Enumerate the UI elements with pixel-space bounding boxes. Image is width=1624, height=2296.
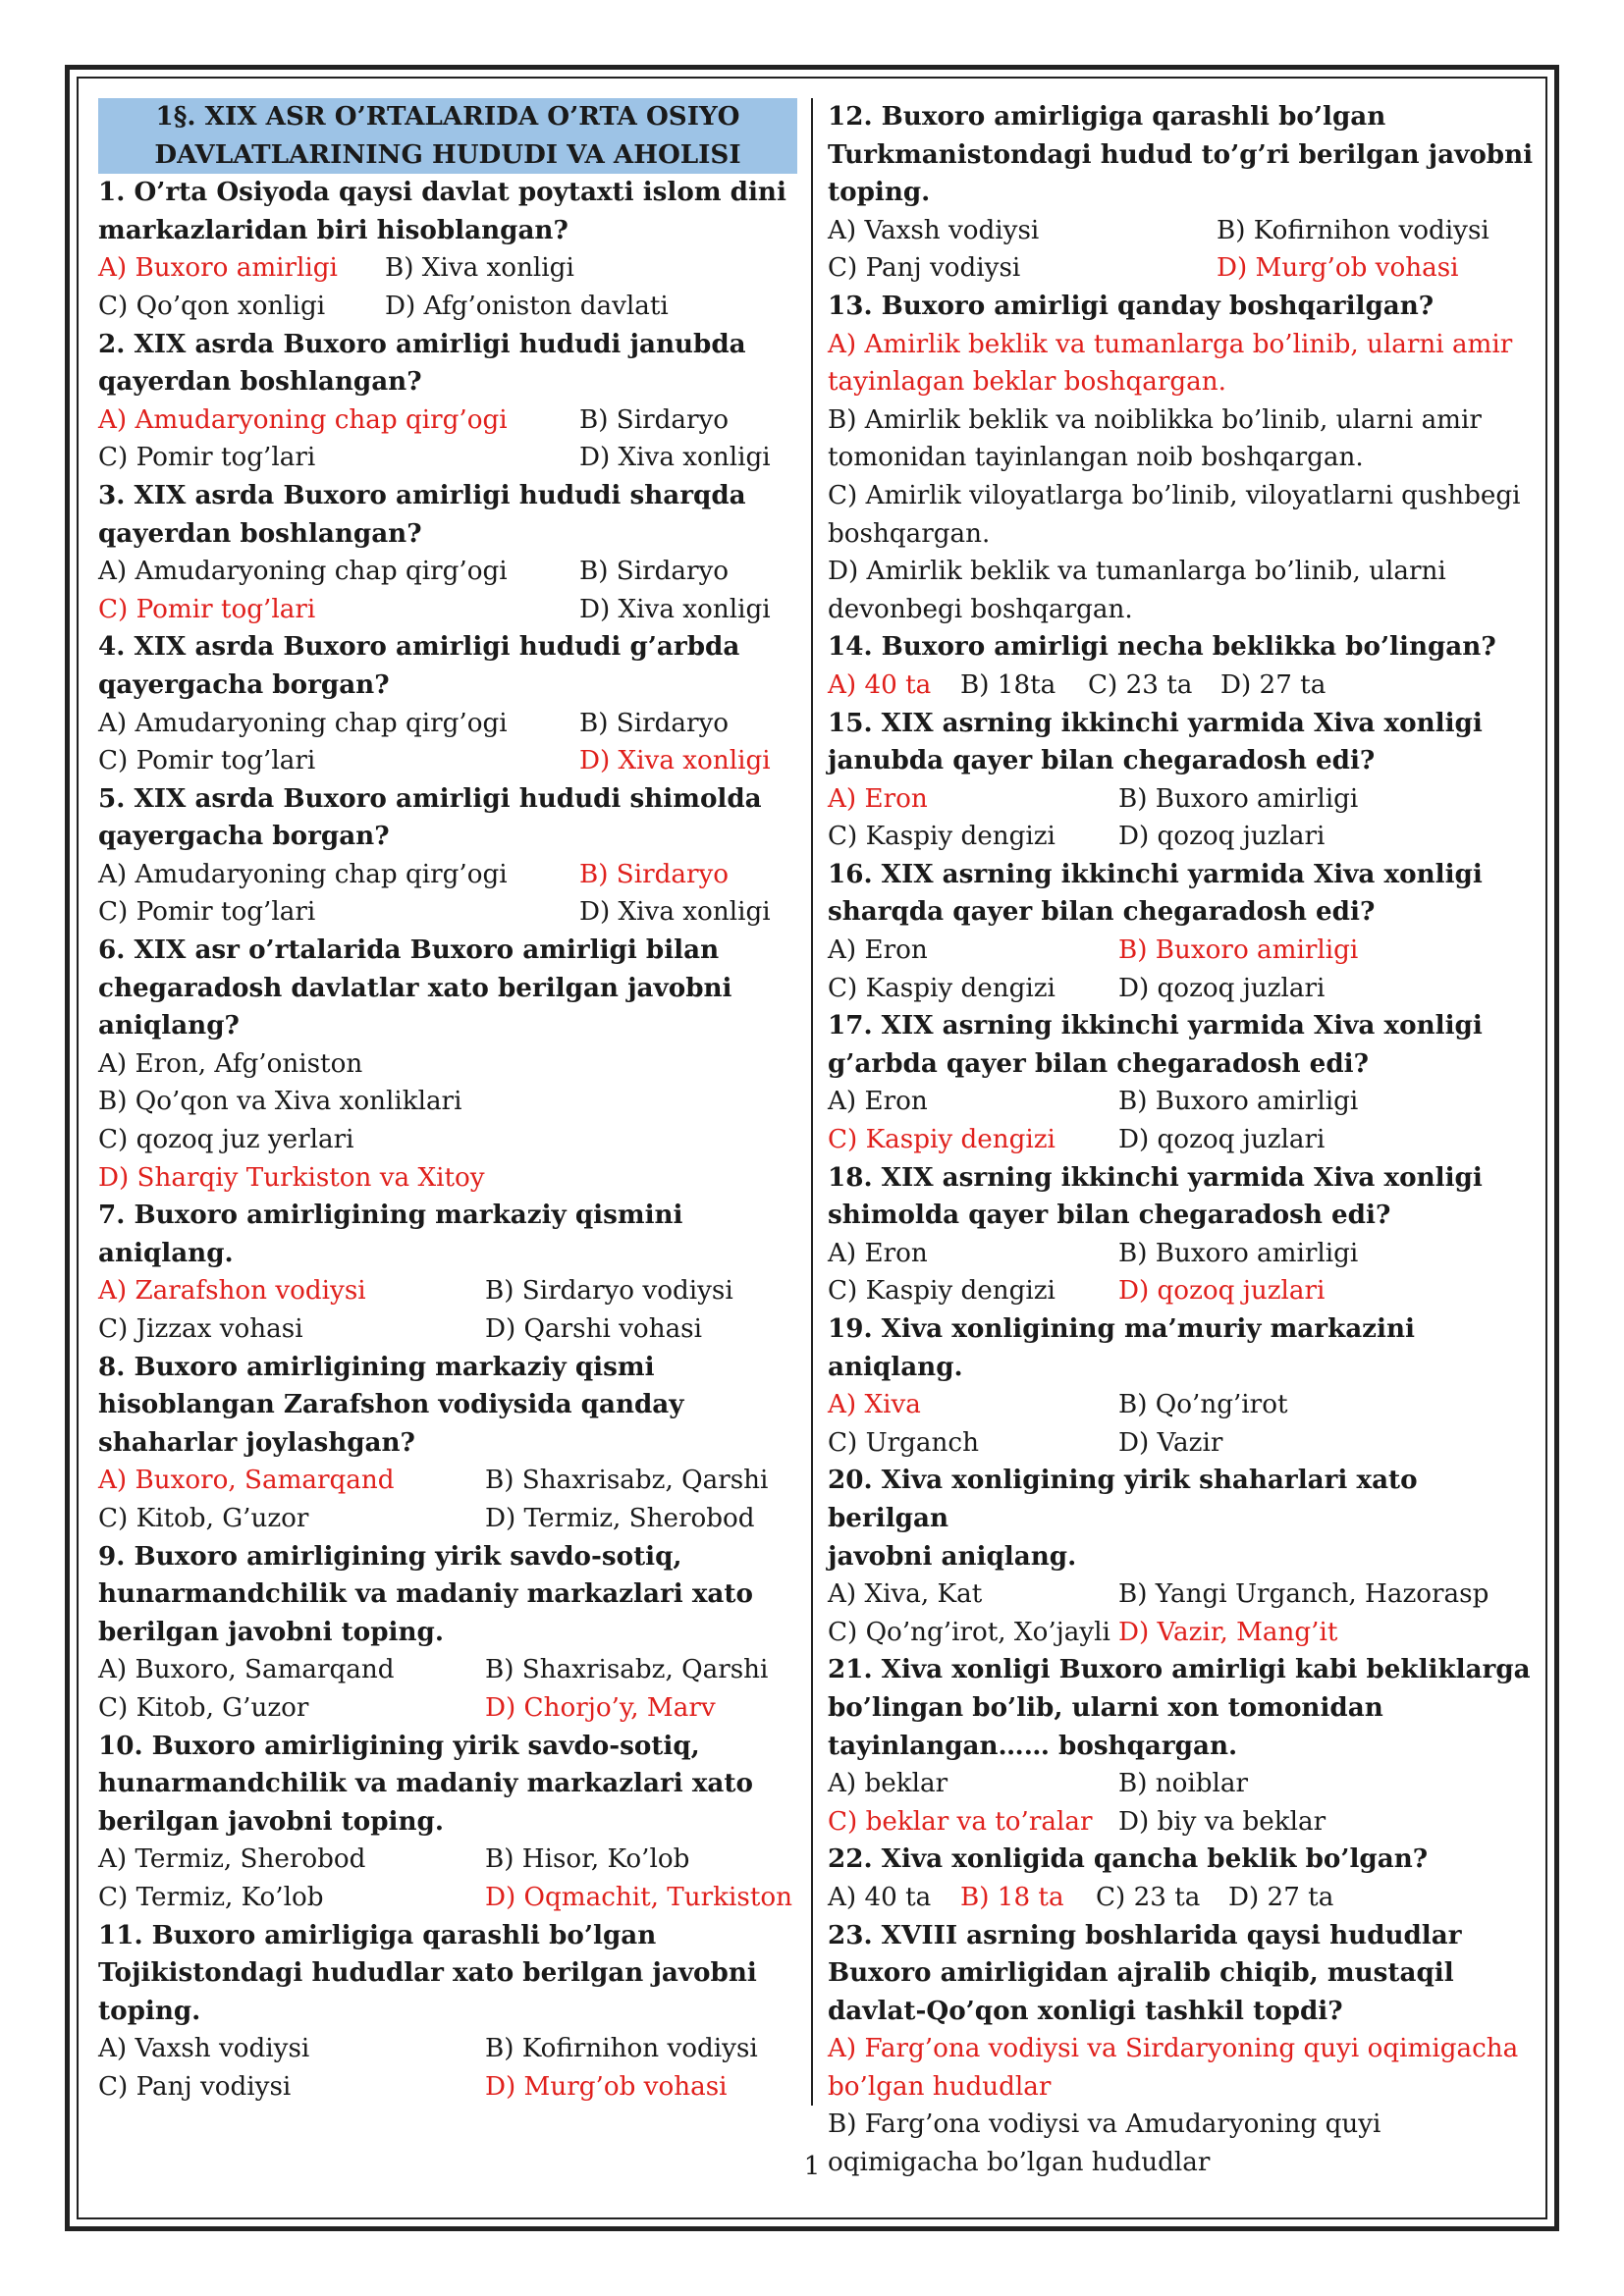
question-line: 1. O’rta Osiyoda qaysi davlat poytaxti islom dini	[98, 177, 786, 208]
question-line: 8. Buxoro amirligining markaziy qismi	[98, 1351, 655, 1382]
answer-row	[98, 401, 797, 440]
answer-a: A) Vaxsh vodiysi	[98, 2034, 310, 2064]
header-line-2: DAVLATLARINING HUDUDI VA AHOLISI	[154, 138, 741, 170]
question-line: 21. Xiva xonligi Buxoro amirligi kabi bekliklarga	[828, 1654, 1531, 1685]
right-column	[828, 98, 1539, 2182]
answer-row	[98, 2030, 797, 2068]
answer-row	[828, 818, 1539, 856]
answer-c-correct: C) beklar va to’ralar	[828, 1806, 1093, 1837]
answer-row	[98, 705, 797, 743]
answer-row	[828, 780, 1539, 819]
answer-b-correct: B) 18 ta	[960, 1882, 1064, 1912]
answer-row	[828, 667, 1539, 705]
question-line: 4. XIX asrda Buxoro amirligi hududi g’arbda	[98, 631, 740, 663]
answer-b: B) Hisor, Ko’lob	[485, 1844, 690, 1875]
answer-b-correct: B) Buxoro amirligi	[1118, 935, 1359, 966]
answer-d: D) 27 ta	[1220, 669, 1326, 700]
answer-a-correct	[828, 326, 1539, 401]
question-1	[98, 174, 797, 249]
question-5	[98, 780, 797, 856]
answer-c: C) Pomir tog’lari	[98, 897, 316, 928]
answer-row	[98, 1879, 797, 1917]
question-line: markazlaridan biri hisoblangan?	[98, 214, 568, 245]
answer-b: B) Shaxrisabz, Qarshi	[485, 1466, 769, 1496]
answer-d: D) Xiva xonligi	[579, 594, 771, 624]
answer-a: A) Amudaryoning chap qirg’ogi	[98, 859, 508, 889]
answer-d: D) Afg’oniston davlati	[385, 291, 669, 321]
answer-row	[98, 249, 797, 288]
answer-b: B) Xiva xonligi	[385, 253, 574, 284]
question-line: 13. Buxoro amirligi qanday boshqarilgan?	[828, 290, 1435, 321]
answer-b: B) noiblar	[1118, 1769, 1249, 1799]
question-15	[828, 705, 1539, 780]
answer-row	[828, 1424, 1539, 1463]
answer-a: A) Buxoro, Samarqand	[98, 1655, 395, 1685]
answer-d: D) Xiva xonligi	[579, 897, 771, 928]
answer-line: D) Amirlik beklik va tumanlarga bo’linib, ularni	[828, 557, 1446, 587]
answer-d: D) qozoq juzlari	[1118, 822, 1326, 852]
question-17	[828, 1007, 1539, 1083]
question-line: hisoblangan Zarafshon vodiysida qanday	[98, 1389, 684, 1420]
answer-a: A) 40 ta	[828, 1882, 932, 1912]
answer-c: C) Kitob, G’uzor	[98, 1692, 309, 1723]
question-20	[828, 1462, 1539, 1575]
answer-c: C) Panj vodiysi	[98, 2071, 292, 2102]
question-line: Tojikistondagi hududlar xato berilgan javobni	[98, 1957, 757, 1989]
question-line: 19. Xiva xonligining ma’muriy markazini aniqlang.	[828, 1313, 1415, 1382]
question-23	[828, 1917, 1539, 2031]
answer-c: C) Panj vodiysi	[828, 253, 1021, 284]
question-line: berilgan javobni toping.	[98, 1616, 444, 1647]
question-line: tayinlangan…… boshqargan.	[828, 1730, 1238, 1761]
answer-b: B) Qo’ng’irot	[1118, 1390, 1288, 1420]
answer-a-correct: A) Buxoro, Samarqand	[98, 1466, 395, 1496]
question-2	[98, 326, 797, 401]
answer-d-correct: D) Chorjo’y, Marv	[485, 1692, 716, 1723]
answer-d: D) qozoq juzlari	[1118, 1125, 1326, 1155]
question-10	[98, 1728, 797, 1842]
answer-a: A) Eron, Afg’oniston	[98, 1048, 363, 1079]
answer-row	[828, 1765, 1539, 1803]
answer-line: tomonidan tayinlangan noib boshqargan.	[828, 443, 1364, 473]
answer-b: B) Shaxrisabz, Qarshi	[485, 1655, 769, 1685]
answer-a: A) Eron	[828, 1238, 928, 1268]
answer-row	[828, 1614, 1539, 1652]
answer-b: B) Sirdaryo	[579, 404, 730, 435]
answer-row	[828, 1121, 1539, 1159]
answer-c-correct: C) Pomir tog’lari	[98, 594, 316, 624]
answer-b-correct: B) Sirdaryo	[579, 859, 730, 889]
question-8	[98, 1349, 797, 1463]
question-line: 5. XIX asrda Buxoro amirligi hududi shimolda	[98, 782, 762, 814]
answer-b: B) Yangi Urganch, Hazorasp	[1118, 1579, 1489, 1610]
answer-a-correct: A) Eron	[828, 783, 928, 814]
question-4	[98, 628, 797, 704]
answer-a-correct: A) Buxoro amirligi	[98, 253, 338, 284]
answer-a-correct: A) Amudaryoning chap qirg’ogi	[98, 404, 508, 435]
answer-b: B) 18ta	[960, 669, 1056, 700]
answer-row	[828, 1272, 1539, 1310]
question-line: sharqda qayer bilan chegaradosh edi?	[828, 896, 1376, 928]
answer-d: D) Vazir	[1118, 1427, 1223, 1458]
answer-d: D) Termiz, Sherobod	[485, 1503, 755, 1533]
question-line: 10. Buxoro amirligining yirik savdo-sotiq,	[98, 1730, 700, 1761]
question-line: berilgan javobni toping.	[98, 1805, 444, 1837]
answer-row	[98, 856, 797, 894]
answer-a: A) Amudaryoning chap qirg’ogi	[98, 557, 508, 587]
question-line: 22. Xiva xonligida qancha beklik bo’lgan?	[828, 1843, 1429, 1875]
header-line-1: 1§. XIX ASR O’RTALARIDA O’RTA OSIYO	[155, 101, 740, 132]
answer-c: C) Kaspiy dengizi	[828, 973, 1056, 1003]
question-7	[98, 1197, 797, 1272]
answer-row	[98, 1462, 797, 1500]
question-line: toping.	[828, 177, 931, 208]
answer-c-correct: C) Kaspiy dengizi	[828, 1125, 1056, 1155]
answer-row	[828, 1803, 1539, 1842]
question-line: Buxoro amirligidan ajralib chiqib, mustaqil	[828, 1957, 1454, 1989]
answer-d-correct: D) Oqmachit, Turkiston	[485, 1882, 792, 1912]
answer-a: A) Amudaryoning chap qirg’ogi	[98, 708, 508, 738]
question-line: 7. Buxoro amirligining markaziy qismini aniqlang.	[98, 1200, 683, 1268]
answer-d-correct: D) Murg’ob vohasi	[1217, 253, 1459, 284]
answer-a: A) Vaxsh vodiysi	[828, 215, 1040, 245]
answer-line: A) Amirlik beklik va tumanlarga bo’linib, ularni amir	[828, 329, 1513, 359]
answer-d: D) Xiva xonligi	[579, 443, 771, 473]
question-line: 20. Xiva xonligining yirik shaharlari xato berilgan	[828, 1465, 1418, 1533]
answer-b: B) Sirdaryo vodiysi	[485, 1276, 733, 1307]
answer-d-correct: D) qozoq juzlari	[1118, 1276, 1326, 1307]
answer-row	[98, 1500, 797, 1538]
answer-d: D) qozoq juzlari	[1118, 973, 1326, 1003]
answer-c: C) Kaspiy dengizi	[828, 822, 1056, 852]
answer-d: D) Qarshi vohasi	[485, 1314, 702, 1344]
answer-row	[98, 1841, 797, 1879]
answer-d-correct: D) Xiva xonligi	[579, 746, 771, 776]
answer-line: oqimigacha bo’lgan hududlar	[828, 2148, 1211, 2178]
answer-d-correct: D) Sharqiy Turkiston va Xitoy	[98, 1162, 485, 1193]
answer-b: B) Sirdaryo	[579, 557, 730, 587]
question-line: aniqlang?	[98, 1010, 240, 1041]
answer-c: C) 23 ta	[1088, 669, 1193, 700]
answer-row	[828, 1235, 1539, 1273]
answer-b: B) Buxoro amirligi	[1118, 1087, 1359, 1117]
answer-line: devonbegi boshqargan.	[828, 594, 1133, 624]
question-line: hunarmandchilik va madaniy markazlari xato	[98, 1578, 753, 1610]
answer-d: D) biy va beklar	[1118, 1806, 1326, 1837]
answer-c: C) Pomir tog’lari	[98, 746, 316, 776]
answer-line: B) Farg’ona vodiysi va Amudaryoning quyi	[828, 2109, 1381, 2140]
answer-a: A) beklar	[828, 1769, 948, 1799]
answer-c: C) Jizzax vohasi	[98, 1314, 303, 1344]
question-line: 18. XIX asrning ikkinchi yarmida Xiva xonligi	[828, 1161, 1483, 1193]
question-line: 14. Buxoro amirligi necha beklikka bo’lingan?	[828, 631, 1496, 663]
question-line: 23. XVIII asrning boshlarida qaysi hududlar	[828, 1919, 1462, 1950]
answer-a: A) Eron	[828, 1087, 928, 1117]
question-line: 9. Buxoro amirligining yirik savdo-sotiq,	[98, 1540, 682, 1572]
answer-row	[98, 591, 797, 629]
answer-row	[98, 553, 797, 591]
question-18	[828, 1159, 1539, 1235]
question-line: davlat-Qo’qon xonligi tashkil topdi?	[828, 1995, 1343, 2026]
question-16	[828, 856, 1539, 932]
answer-b: B) Buxoro amirligi	[1118, 1238, 1359, 1268]
question-line: 15. XIX asrning ikkinchi yarmida Xiva xonligi	[828, 707, 1483, 738]
answer-c: C) Qo’qon xonligi	[98, 291, 326, 321]
question-21	[828, 1651, 1539, 1765]
answer-a-correct: A) Xiva	[828, 1390, 921, 1420]
question-line: Turkmanistondagi hudud to’g’ri berilgan javobni	[828, 138, 1534, 170]
question-19	[828, 1310, 1539, 1386]
question-3	[98, 477, 797, 553]
question-line: qayergacha borgan?	[98, 821, 390, 852]
answer-b: B) Kofirnihon vodiysi	[485, 2034, 758, 2064]
left-column	[98, 98, 797, 2106]
question-14	[828, 628, 1539, 667]
page-number: 1	[803, 2152, 821, 2181]
question-line: qayergacha borgan?	[98, 668, 390, 700]
answer-b: B) Buxoro amirligi	[1118, 783, 1359, 814]
question-line: bo’lingan bo’lib, ularni xon tomonidan	[828, 1691, 1383, 1723]
answer-a: A) Termiz, Sherobod	[98, 1844, 366, 1875]
answer-row	[828, 1386, 1539, 1424]
question-line: 2. XIX asrda Buxoro amirligi hududi janubda	[98, 328, 746, 359]
answer-row	[828, 249, 1539, 288]
answer-row	[98, 893, 797, 932]
answer-b	[828, 401, 1539, 477]
answer-row	[98, 742, 797, 780]
answer-row	[828, 970, 1539, 1008]
answer-row	[828, 212, 1539, 250]
question-22	[828, 1841, 1539, 1879]
answer-line: tayinlagan beklar boshqargan.	[828, 367, 1226, 398]
question-line: 11. Buxoro amirligiga qarashli bo’lgan	[98, 1919, 657, 1950]
answer-c: C) Pomir tog’lari	[98, 443, 316, 473]
answer-row	[98, 1651, 797, 1689]
question-line: janubda qayer bilan chegaradosh edi?	[828, 745, 1376, 776]
question-12	[828, 98, 1539, 212]
answer-line: boshqargan.	[828, 518, 991, 549]
question-11	[98, 1917, 797, 2031]
answer-row	[98, 2068, 797, 2107]
answer-line: bo’lgan hududlar	[828, 2071, 1052, 2102]
question-line: 12. Buxoro amirligiga qarashli bo’lgan	[828, 101, 1386, 132]
answer-a: A) Xiva, Kat	[828, 1579, 983, 1610]
question-line: javobni aniqlang.	[828, 1540, 1077, 1572]
answer-row	[98, 1310, 797, 1349]
question-line: hunarmandchilik va madaniy markazlari xato	[98, 1768, 753, 1799]
answer-c: C) Kitob, G’uzor	[98, 1503, 309, 1533]
answer-row	[98, 1689, 797, 1728]
answer-c: C) Termiz, Ko’lob	[98, 1882, 324, 1912]
answer-c: C) Qo’ng’irot, Xo’jayli	[828, 1617, 1110, 1647]
question-line: 3. XIX asrda Buxoro amirligi hududi sharqda	[98, 479, 746, 510]
question-line: chegaradosh davlatlar xato berilgan javobni	[98, 972, 732, 1003]
answer-c: C) 23 ta	[1096, 1882, 1201, 1912]
answer-b: B) Qo’qon va Xiva xonliklari	[98, 1087, 462, 1117]
column-divider	[811, 98, 813, 2106]
answer-row	[828, 1575, 1539, 1614]
question-line: shimolda qayer bilan chegaradosh edi?	[828, 1200, 1391, 1231]
answer-b: B) Kofirnihon vodiysi	[1217, 215, 1489, 245]
answer-line: C) Amirlik viloyatlarga bo’linib, viloyatlarni qushbegi	[828, 480, 1521, 510]
answer-d: D) 27 ta	[1228, 1882, 1334, 1912]
answer-line: B) Amirlik beklik va noiblikka bo’linib, ularni amir	[828, 404, 1482, 435]
question-9	[98, 1538, 797, 1652]
answer-c	[828, 477, 1539, 553]
answer-row	[828, 932, 1539, 970]
answer-row	[828, 1083, 1539, 1121]
answer-a-correct: A) Zarafshon vodiysi	[98, 1276, 366, 1307]
question-line: qayerdan boshlangan?	[98, 366, 422, 398]
answer-row	[98, 288, 797, 326]
question-line: 16. XIX asrning ikkinchi yarmida Xiva xonligi	[828, 858, 1483, 889]
question-line: g’arbda qayer bilan chegaradosh edi?	[828, 1047, 1369, 1079]
answer-d-correct: D) Murg’ob vohasi	[485, 2071, 728, 2102]
answer-c: C) qozoq juz yerlari	[98, 1125, 354, 1155]
question-line: 17. XIX asrning ikkinchi yarmida Xiva xonligi	[828, 1010, 1483, 1041]
answer-b: B) Sirdaryo	[579, 708, 730, 738]
question-line: shaharlar joylashgan?	[98, 1426, 415, 1458]
question-line: toping.	[98, 1995, 201, 2026]
answer-row	[98, 439, 797, 477]
answer-d-correct: D) Vazir, Mang’it	[1118, 1617, 1338, 1647]
answer-a-correct: A) 40 ta	[828, 669, 932, 700]
answer-line: A) Farg’ona vodiysi va Sirdaryoning quyi oqimigacha	[828, 2034, 1519, 2064]
answer-d	[828, 553, 1539, 628]
answer-row	[98, 1272, 797, 1310]
question-6	[98, 932, 797, 1045]
answer-row	[828, 1879, 1539, 1917]
answer-c: C) Urganch	[828, 1427, 979, 1458]
section-header	[98, 98, 797, 174]
question-line: qayerdan boshlangan?	[98, 517, 422, 549]
question-line: 6. XIX asr o’rtalarida Buxoro amirligi bilan	[98, 934, 720, 966]
question-13	[828, 288, 1539, 326]
answer-c: C) Kaspiy dengizi	[828, 1276, 1056, 1307]
answer-a: A) Eron	[828, 935, 928, 966]
answer-a-correct	[828, 2030, 1539, 2106]
